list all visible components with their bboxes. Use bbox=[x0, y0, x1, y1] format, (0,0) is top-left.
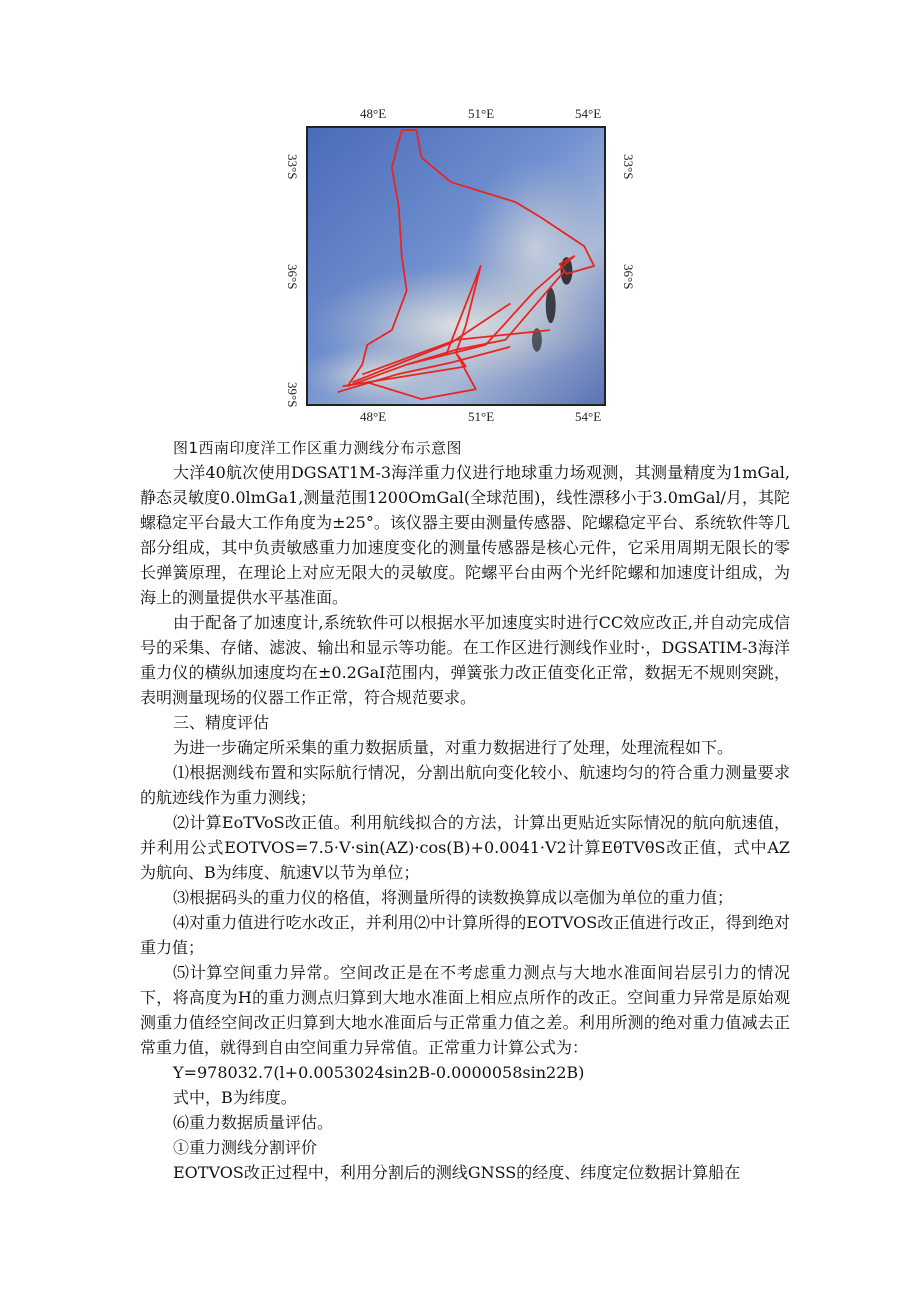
paragraph-accelerometer: 由于配备了加速度计,系统软件可以根据水平加速度实时进行CC效应改正,并自动完成信号的采集、存储、滤波、输出和显示等功能。在工作区进行测线作业时·，DGSATIM-3海洋重力仪的横纵加速度均在±0.2GaI范围内，弹簧张力改正值变化正常，数据无不规则突跳，表明测量现场的仪器工作正常，符合规范要求。 bbox=[140, 613, 790, 707]
top-lon-tick-51: 51°E bbox=[468, 106, 495, 121]
step-3: ⑶根据码头的重力仪的格值，将测量所得的读数换算成以亳伽为单位的重力值； bbox=[173, 888, 734, 907]
left-lat-tick-36: 36°S bbox=[285, 264, 300, 290]
sub-heading-1: ①重力测线分割评价 bbox=[173, 1138, 318, 1157]
top-lon-tick-48: 48°E bbox=[360, 106, 387, 121]
paragraph-eotvos: EOTVOS改正过程中，利用分割后的测线GNSS的经度、纬度定位数据计算船在 bbox=[173, 1163, 741, 1182]
seamount-shadow bbox=[546, 288, 556, 323]
top-lon-tick-54: 54°E bbox=[575, 106, 602, 121]
step-4: ⑷对重力值进行吃水改正，并利用⑵中计算所得的EOTVOS改正值进行改正，得到绝对重力值； bbox=[140, 913, 790, 957]
formula-note: 式中，B为纬度。 bbox=[173, 1088, 297, 1107]
bottom-lon-tick-54: 54°E bbox=[575, 409, 602, 424]
step-1: ⑴根据测线布置和实际航行情况，分割出航向变化较小、航速均匀的符合重力测量要求的航迹线作为重力测线； bbox=[140, 763, 790, 807]
bathymetry-map bbox=[306, 126, 606, 406]
right-lat-tick-36: 36°S bbox=[621, 264, 636, 290]
track-map-figure bbox=[270, 100, 650, 430]
paragraph-instrument: 大洋40航次使用DGSAT1M-3海洋重力仪进行地球重力场观测，其测量精度为1mGal,静态灵敏度0.0lmGa1,测量范围1200OmGal(全球范围)，线性漂移小于3.0mGal/月，其陀螺稳定平台最大工作角度为±25°。该仪器主要由测量传感器、陀螺稳定平台、系统软件等几部分组成，其中负责敏感重力加速度变化的测量传感器是核心元件，它采用周期无限长的零长弹簧原理，在理论上对应无限大的灵敏度。陀螺平台由两个光纤陀螺和加速度计组成，为海上的测量提供水平基准面。 bbox=[140, 463, 790, 607]
body-text bbox=[140, 460, 790, 1185]
step-6: ⑹重力数据质量评估。 bbox=[173, 1113, 334, 1132]
paragraph-processing-intro: 为进一步确定所采集的重力数据质量，对重力数据进行了处理，处理流程如下。 bbox=[173, 738, 734, 757]
left-lat-tick-39: 39°S bbox=[285, 382, 300, 408]
step-5: ⑸计算空间重力异常。空间改正是在不考虑重力测点与大地水准面间岩层引力的情况下，将高度为H的重力测点归算到大地水准面上相应点所作的改正。空间重力异常是原始观测重力值经空间改正归算到大地水准面后与正常重力值之差。利用所测的绝对重力值减去正常重力值，就得到自由空间重力异常值。正常重力计算公式为： bbox=[140, 963, 790, 1057]
figure-caption: 图1西南印度洋工作区重力测线分布示意图 bbox=[173, 439, 463, 457]
bottom-lon-tick-51: 51°E bbox=[468, 409, 495, 424]
right-lat-tick-33: 33°S bbox=[621, 154, 636, 180]
bottom-lon-tick-48: 48°E bbox=[360, 409, 387, 424]
gravity-formula: Y=978032.7(l+0.0053024sin2B-0.0000058sin22B) bbox=[173, 1063, 585, 1082]
section-heading: 三、精度评估 bbox=[173, 713, 270, 732]
step-2: ⑵计算EoTVoS改正值。利用航线拟合的方法，计算出更贴近实际情况的航向航速值，并利用公式EOTVOS=7.5·V·sin(AZ)·cos(B)+0.0041·V2计算EθTVθS改正值，式中AZ为航向、B为纬度、航速V以节为单位； bbox=[140, 813, 790, 882]
left-lat-tick-33: 33°S bbox=[285, 154, 300, 180]
